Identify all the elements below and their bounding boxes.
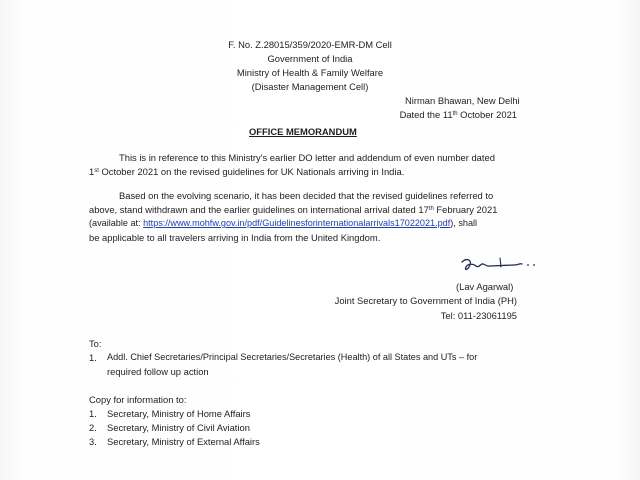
copy-item-3-number: 3. — [89, 436, 97, 447]
para1-line2: 1st October 2021 on the revised guidelines for UK Nationals arriving in India. — [89, 166, 405, 177]
signatory-designation: Joint Secretary to Government of India (PH) — [334, 295, 517, 306]
copy-item-3: Secretary, Ministry of External Affairs — [107, 436, 260, 447]
copy-item-2: Secretary, Ministry of Civil Aviation — [107, 422, 250, 433]
para1-line1: This is in reference to this Ministry's earlier DO letter and addendum of even number dated — [119, 152, 495, 163]
handwritten-signature — [460, 256, 540, 274]
para2-line1: Based on the evolving scenario, it has been decided that the revised guidelines referred to — [119, 190, 494, 201]
copy-item-1: Secretary, Ministry of Home Affairs — [107, 408, 251, 419]
copy-item-2-number: 2. — [89, 422, 97, 433]
cell-name: (Disaster Management Cell) — [251, 81, 369, 92]
para2-line2: above, stand withdrawn and the earlier guidelines on international arrival dated 17th February 2021 — [89, 204, 498, 215]
to-item-1-line1: Addl. Chief Secretaries/Principal Secretaries/Secretaries (Health) of all States and UTs – for — [107, 352, 478, 362]
para2-line4: be applicable to all travelers arriving in India from the United Kingdom. — [89, 232, 381, 243]
to-item-1-number: 1. — [89, 352, 97, 363]
signatory-telephone: Tel: 011-23061195 — [440, 310, 517, 321]
signatory-name: (Lav Agarwal) — [456, 281, 514, 292]
ministry-name: Ministry of Health & Family Welfare — [236, 67, 384, 78]
guidelines-link[interactable]: https://www.mohfw.gov.in/pdf/Guidelinesforinternationalarrivals17022021.pdf — [143, 218, 451, 228]
to-item-1-line2: required follow up action — [107, 366, 209, 377]
copy-item-1-number: 1. — [89, 408, 97, 419]
government-name: Government of India — [267, 53, 353, 64]
issue-location: Nirman Bhawan, New Delhi — [405, 95, 520, 106]
issue-date: Dated the 11th October 2021 — [399, 109, 517, 120]
para2-line3: (available at: https://www.mohfw.gov.in/pdf/Guidelinesforinternationalarrivals17022021.pdf), shall — [89, 218, 478, 228]
copy-label: Copy for information to: — [89, 394, 187, 405]
to-label: To: — [89, 338, 102, 349]
memo-title: OFFICE MEMORANDUM — [249, 126, 357, 137]
file-number: F. No. Z.28015/359/2020-EMR-DM Cell — [228, 39, 392, 50]
